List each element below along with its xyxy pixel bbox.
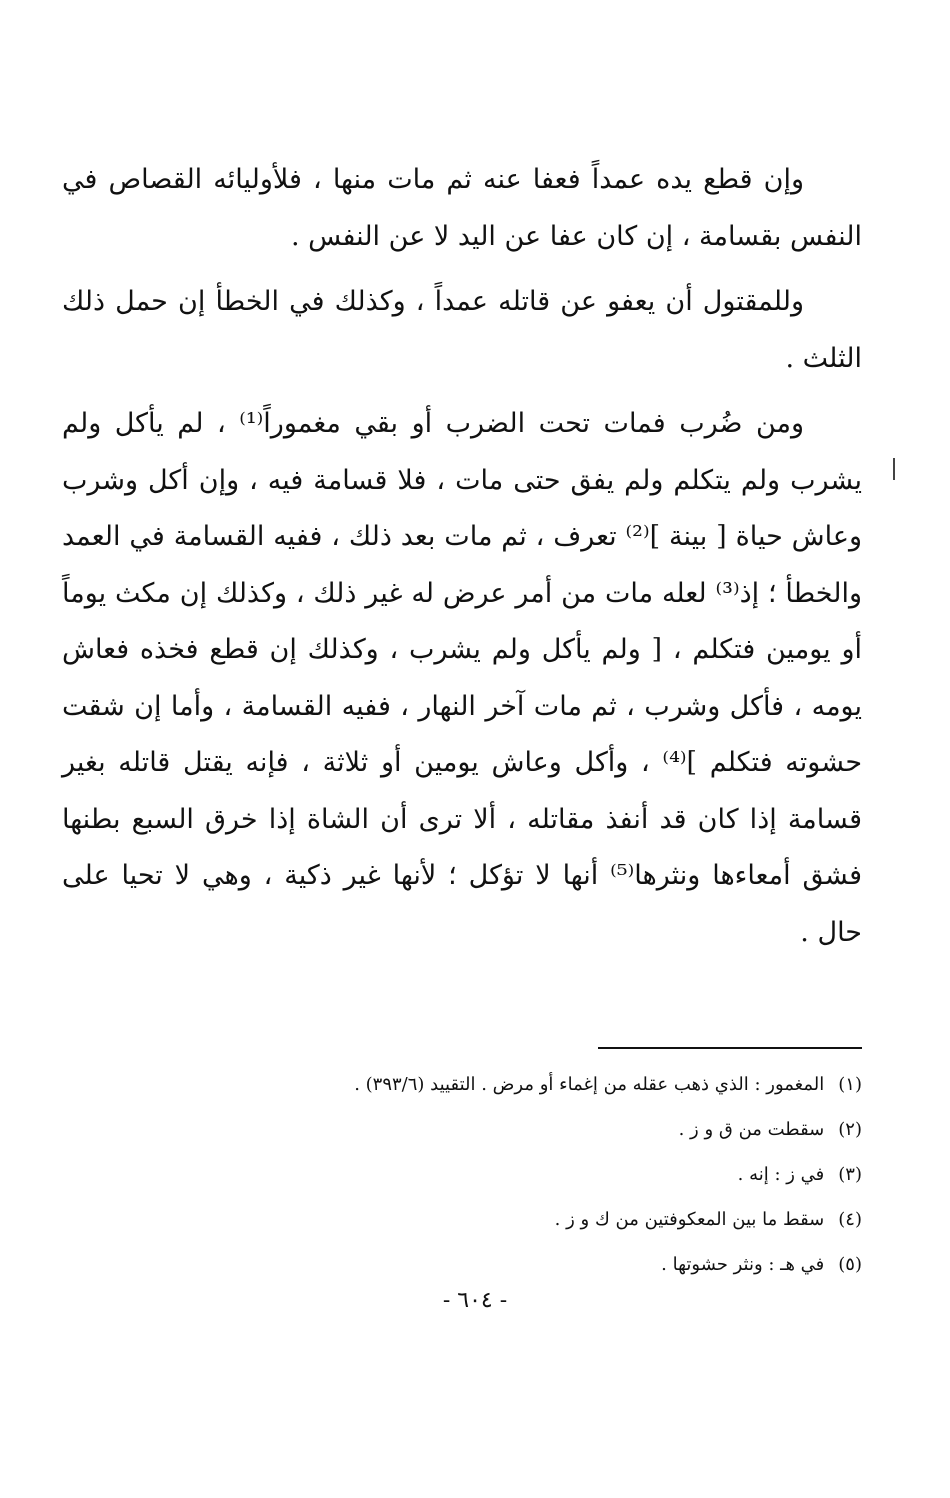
paragraph-1: وإن قطع يده عمداً فعفا عنه ثم مات منها ، فلأوليائه القصاص في النفس بقسامة ، إن كان عفا عن اليد لا عن النفس .: [62, 164, 862, 252]
footnote-text: في ز : إنه .: [737, 1164, 825, 1185]
page-number: - ٦٠٤ -: [442, 1288, 508, 1313]
footnotes: [82, 1062, 862, 1287]
footnote-item: [82, 1062, 862, 1107]
main-text: [62, 152, 862, 961]
footnote-text: في هـ : ونثر حشوتها .: [661, 1254, 825, 1275]
footnote-text: سقط ما بين المعكوفتين من ك و ز .: [554, 1209, 825, 1230]
footnote-text: المغمور : الذي ذهب عقله من إغماء أو مرض . التقييد (٣٩٣/٦) .: [354, 1074, 825, 1095]
footnote-number: (١): [838, 1074, 862, 1095]
margin-mark: [893, 458, 895, 480]
footnote-separator: [598, 1047, 862, 1049]
footnote-number: (٣): [838, 1164, 862, 1185]
footnote-item: [82, 1152, 862, 1197]
footnote-number: (٤): [838, 1209, 862, 1230]
paragraph-2: وللمقتول أن يعفو عن قاتله عمداً ، وكذلك في الخطأ إن حمل ذلك الثلث .: [62, 286, 862, 374]
footnote-number: (٥): [838, 1254, 862, 1275]
footnote-item: [82, 1242, 862, 1287]
paragraph-3: ومن ضُرب فمات تحت الضرب أو بقي مغموراً⁽¹⁾ ، لم يأكل ولم يشرب ولم يتكلم ولم يفق حتى مات ، فلا قسامة فيه ، وإن أكل وشرب وعاش حياة [ بينة ]⁽²⁾ تعرف ، ثم مات بعد ذلك ، ففيه القسامة في العمد والخطأ ؛ إذ⁽³⁾ لعله مات من أمر عرض له غير ذلك ، وكذلك إن مكث يوماً أو يومين فتكلم ، [ ولم يأكل ولم يشرب ، وكذلك إن قطع فخذه فعاش يومه ، فأكل وشرب ، ثم مات آخر النهار ، ففيه القسامة ، وأما إن شقت حشوته فتكلم ]⁽⁴⁾ ، وأكل وعاش يومين أو ثلاثة ، فإنه يقتل قاتله بغير قسامة إذا كان قد أنفذ مقاتله ، ألا ترى أن الشاة إذا خرق السبع بطنها فشق أمعاءها ونثرها⁽⁵⁾ أنها لا تؤكل ؛ لأنها غير ذكية ، وهي لا تحيا على حال .: [62, 408, 863, 948]
footnote-text: سقطت من ق و ز .: [678, 1119, 825, 1140]
footnote-item: [82, 1197, 862, 1242]
footnote-item: [82, 1107, 862, 1152]
footnote-number: (٢): [838, 1119, 862, 1140]
